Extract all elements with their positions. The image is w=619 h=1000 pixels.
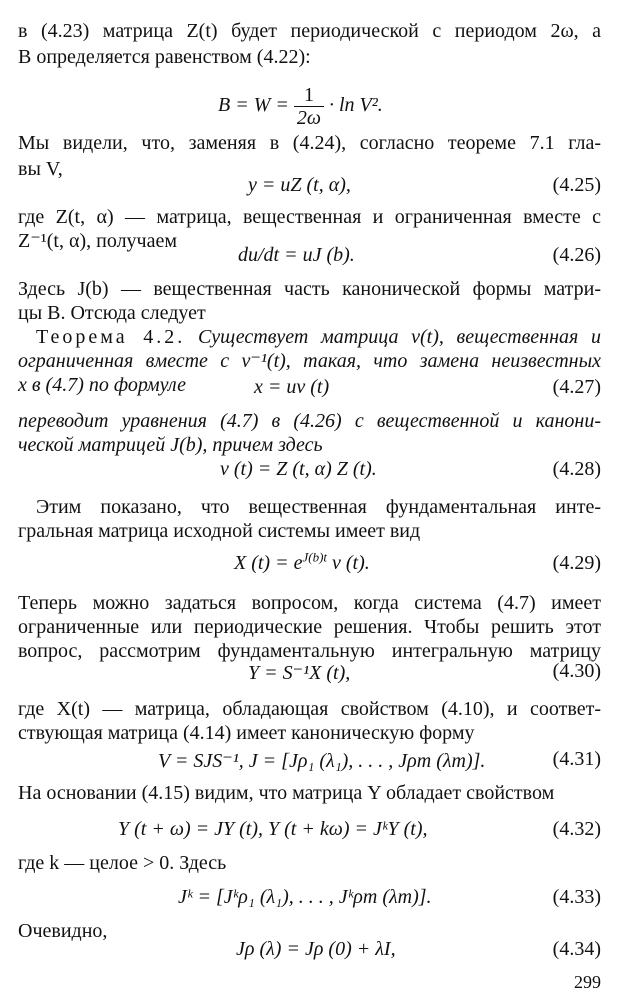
text-line: Этим показано, что вещественная фундаментальная инте-: [36, 496, 601, 518]
equation-4-28: v (t) = Z (t, α) Z (t). (4.28): [220, 458, 601, 480]
equation-4-31: V = SJS⁻¹, J = [Jρ₁ (λ₁), . . . , Jρm (λm)]. (4.31): [158, 748, 601, 772]
text-line: Мы видели, что, заменяя в (4.24), согласно теореме 7.1 гла-: [18, 132, 601, 154]
equation-4-30: Y = S⁻¹X (t), (4.30): [248, 660, 601, 684]
text-line: ствующая матрица (4.14) имеет каноническую форму: [18, 722, 475, 744]
equation-4-33: Jᵏ = [Jᵏρ₁ (λ₁), . . . , Jᵏρm (λm)]. (4.33): [178, 886, 601, 908]
theorem-heading: Теорема 4.2.: [36, 326, 186, 348]
equation-4-34: Jρ (λ) = Jρ (0) + λI, (4.34): [236, 938, 601, 960]
text-line: где k — целое > 0. Здесь: [18, 852, 227, 874]
text-line: вопрос, рассмотрим фундаментальную интегральную матрицу: [18, 640, 601, 662]
text-line: Теперь можно задаться вопросом, когда система (4.7) имеет: [18, 592, 601, 614]
theorem-line: Теорема 4.2. Существует матрица v(t), вещественная и: [36, 326, 601, 348]
equation-4-27: x = uv (t) (4.27): [254, 376, 601, 398]
text-line: где Z(t, α) — матрица, вещественная и ограниченная вместе с: [18, 206, 601, 228]
text-line: ограниченные или периодические решения. Чтобы решить этот: [18, 616, 601, 638]
text-line: вы V,: [18, 158, 63, 180]
equation-4-26: du/dt = uJ (b). (4.26): [238, 244, 601, 266]
equation-4-25: y = uZ (t, α), (4.25): [248, 174, 601, 196]
text-line: цы B. Отсюда следует: [18, 302, 206, 324]
equation-B: B = W = $\frac{1}{2\omega}$ · ln V².: [218, 84, 383, 129]
text-line: B определяется равенством (4.22):: [18, 46, 311, 68]
equation-4-32: Y (t + ω) = JY (t), Y (t + kω) = JᵏY (t), (4.32): [118, 818, 601, 840]
text-line: где X(t) — матрица, обладающая свойством (4.10), и соответ-: [18, 698, 601, 720]
text-line: гральная матрица исходной системы имеет вид: [18, 520, 421, 542]
text-line: Z⁻¹(t, α), получаем: [18, 230, 178, 252]
text-line: ограниченная вместе с v⁻¹(t), такая, что замена неизвестных: [18, 350, 601, 372]
fraction: $\frac{1}{2\omega}$: [294, 84, 324, 129]
text-line: x в (4.7) по формуле: [18, 374, 187, 396]
page-number: 299: [574, 972, 601, 992]
text-line: Здесь J(b) — вещественная часть канонической формы матри-: [18, 278, 601, 300]
text-line: На основании (4.15) видим, что матрица Y обладает свойством: [18, 782, 555, 804]
text-line: ческой матрицей J(b), причем здесь: [18, 434, 323, 456]
equation-4-29: X $(t) = e^{J(b)t}$ v (t). (4.29): [234, 549, 601, 574]
text-line: переводит уравнения (4.7) в (4.26) с вещественной и канони-: [18, 410, 601, 432]
text-line: Очевидно,: [18, 920, 108, 942]
text-line: в (4.23) матрица Z(t) будет периодической с периодом 2ω, а: [18, 20, 601, 42]
